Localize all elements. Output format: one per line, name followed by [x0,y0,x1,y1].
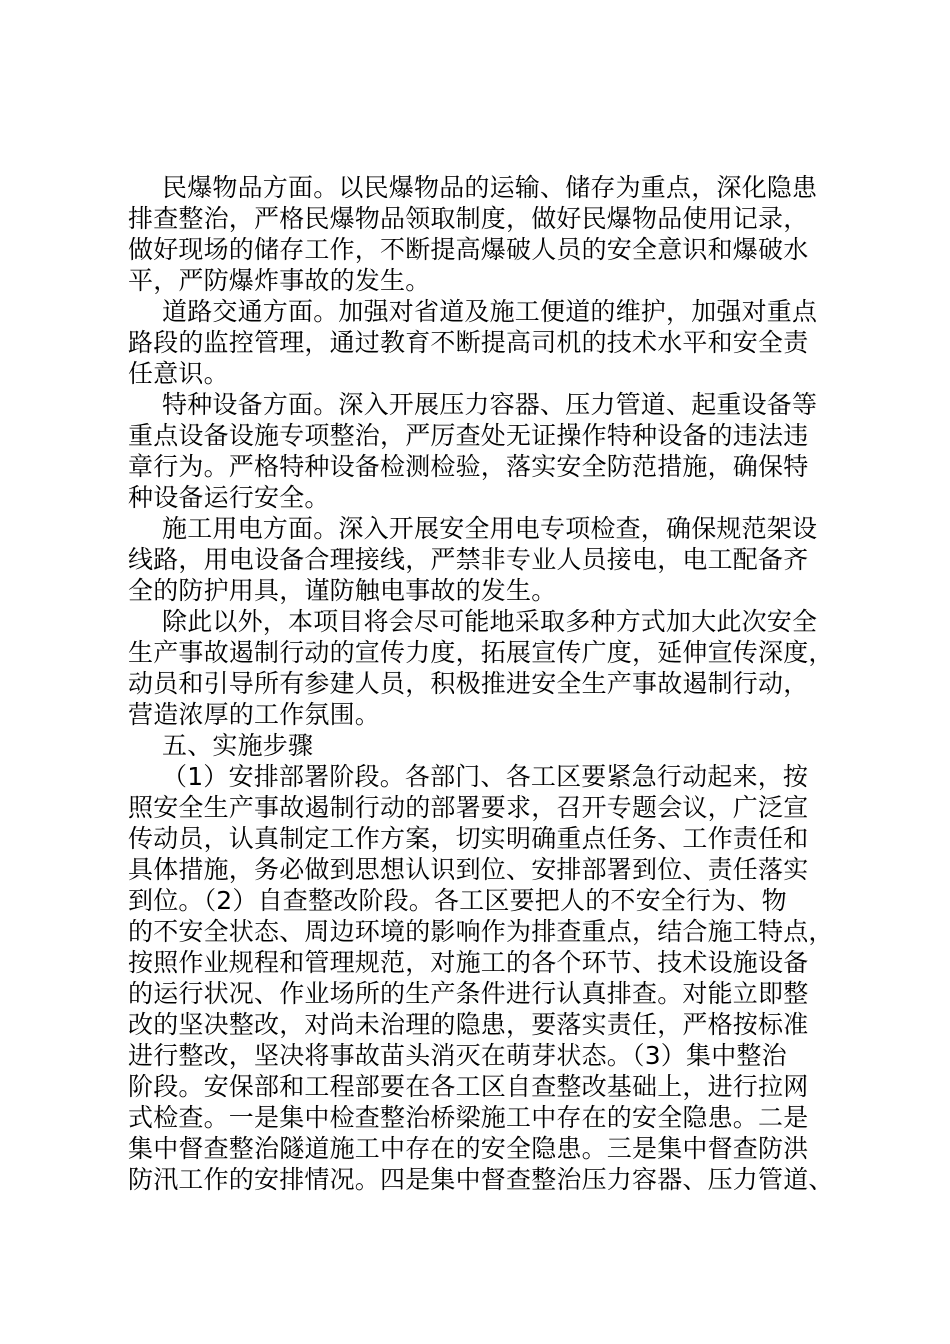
paragraph-line: 进行整改，坚决将事故苗头消灭在萌芽状态。（3）集中整治 [128,1041,787,1070]
paragraph-line: 具体措施，务必做到思想认识到位、安排部署到位、责任落实 [128,855,809,884]
paragraph-line: 阶段。安保部和工程部要在各工区自查整改基础上，进行拉网 [128,1072,809,1101]
paragraph-line: （1）安排部署阶段。各部门、各工区要紧急行动起来，按 [162,762,809,791]
paragraph-line: 施工用电方面。深入开展安全用电专项检查，确保规范架设 [162,514,818,543]
paragraph-line: 营造浓厚的工作氛围。 [128,700,381,729]
paragraph-line: 特种设备方面。深入开展压力容器、压力管道、起重设备等 [162,390,818,419]
paragraph-line: 的运行状况、作业场所的生产条件进行认真排查。对能立即整 [128,979,809,1008]
paragraph-line: 线路，用电设备合理接线，严禁非专业人员接电，电工配备齐 [128,545,809,574]
paragraph-line: 防汛工作的安排情况。四是集中督查整治压力容器、压力管道、 [128,1165,834,1194]
paragraph-line: 到位。（2）自查整改阶段。各工区要把人的不安全行为、物 [128,886,787,915]
paragraph-line: 照安全生产事故遏制行动的部署要求，召开专题会议，广泛宣 [128,793,809,822]
paragraph-line: 改的坚决整改，对尚未治理的隐患，要落实责任，严格按标准 [128,1010,809,1039]
paragraph-line: 道路交通方面。加强对省道及施工便道的维护，加强对重点 [162,297,818,326]
paragraph-line: 的不安全状态、周边环境的影响作为排查重点，结合施工特点， [128,917,834,946]
paragraph-line: 动员和引导所有参建人员，积极推进安全生产事故遏制行动， [128,669,809,698]
paragraph-line: 民爆物品方面。以民爆物品的运输、储存为重点，深化隐患 [162,173,818,202]
paragraph-line: 重点设备设施专项整治，严厉查处无证操作特种设备的违法违 [128,421,809,450]
paragraph-line: 式检查。一是集中检查整治桥梁施工中存在的安全隐患。二是 [128,1103,809,1132]
document-body [128,172,848,1195]
paragraph-line: 任意识。 [128,359,229,388]
paragraph-line: 传动员，认真制定工作方案，切实明确重点任务、工作责任和 [128,824,809,853]
paragraph-line: 章行为。严格特种设备检测检验，落实安全防范措施，确保特 [128,452,809,481]
paragraph-line: 做好现场的储存工作，不断提高爆破人员的安全意识和爆破水 [128,235,809,264]
paragraph-line: 全的防护用具，谨防触电事故的发生。 [128,576,557,605]
paragraph-line: 除此以外，本项目将会尽可能地采取多种方式加大此次安全 [162,607,818,636]
paragraph-line: 按照作业规程和管理规范，对施工的各个环节、技术设施设备 [128,948,809,977]
paragraph-line: 路段的监控管理，通过教育不断提高司机的技术水平和安全责 [128,328,809,357]
paragraph-line: 集中督查整治隧道施工中存在的安全隐患。三是集中督查防洪 [128,1134,809,1163]
paragraph-line: 生产事故遏制行动的宣传力度，拓展宣传广度，延伸宣传深度， [128,638,834,667]
paragraph-line: 种设备运行安全。 [128,483,330,512]
section-heading: 五、实施步骤 [162,731,314,760]
paragraph-line: 排查整治，严格民爆物品领取制度，做好民爆物品使用记录， [128,204,809,233]
paragraph-line: 平，严防爆炸事故的发生。 [128,266,431,295]
